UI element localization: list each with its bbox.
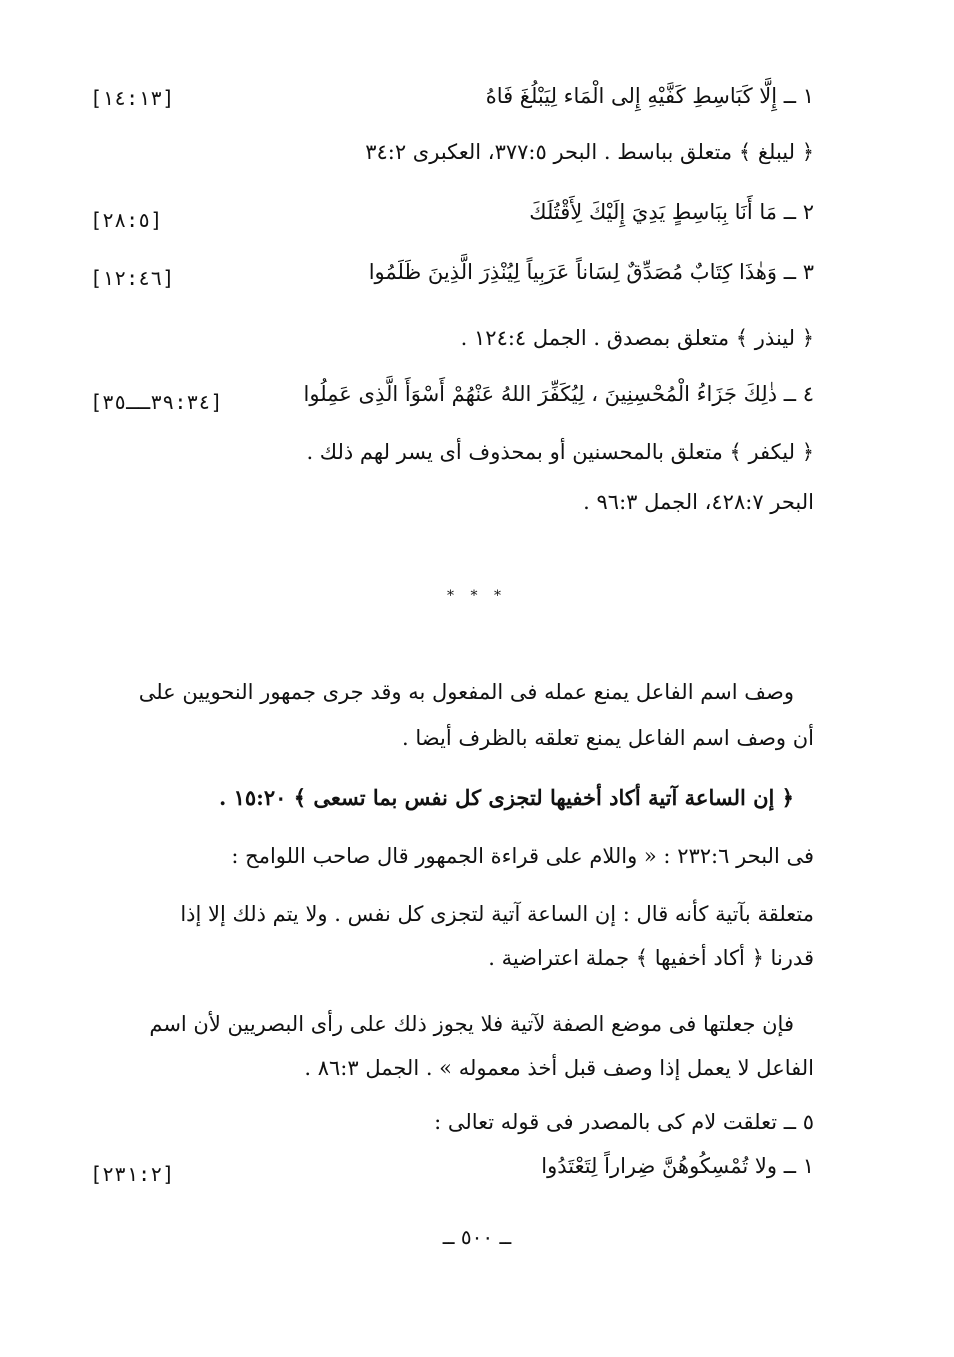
note-line-3: ﴿ ليكفر ﴾ متعلق بالمحسنين أو بمحذوف أى يسر لهم ذلك . <box>306 440 814 464</box>
quran-verse: ﴿ إن الساعة آتية أكاد أخفيها لتجزى كل نفس بما تسعى ﴾ ١٥:٢٠ . <box>218 785 794 810</box>
paragraph-2: فى البحر ٢٣٢:٦ : « واللام على قراءة الجمهور قال صاحب اللوامح : <box>231 844 814 868</box>
reference-4: [٣٩:٣٤ــ٣٥] <box>90 390 223 414</box>
paragraph-4-line-1: فإن جعلتها فى موضع الصفة لآتية فلا يجوز ذلك على رأى البصريين لأن اسم <box>149 1012 794 1036</box>
reference-2: [٢٨:٥] <box>90 208 163 232</box>
verse-line-3: ٣ ــ وَهٰذَا كِتَابٌ مُصَدِّقٌ لِسَاناً عَرَبِياً لِيُنْذِرَ الَّذِينَ ظَلَمُوا <box>368 260 814 284</box>
paragraph-4-line-2: الفاعل لا يعمل إذا وصف قبل أخذ معموله » . الجمل ٨٦:٣ . <box>304 1056 814 1080</box>
reference-3: [١٢:٤٦] <box>90 266 175 290</box>
note-line-2: ﴿ لينذر ﴾ متعلق بمصدق . الجمل ١٢٤:٤ . <box>460 326 814 350</box>
reference-1: [١٤:١٣] <box>90 86 175 110</box>
note-line-4: البحر ٤٢٨:٧، الجمل ٩٦:٣ . <box>583 490 814 514</box>
verse-line-5: ١ ــ ولا تُمْسِكُوهُنَّ ضِراراً لِتَعْتَدُوا <box>541 1154 814 1178</box>
verse-line-1: ١ ــ إِلَّا كَبَاسِطِ كَفَّيْهِ إِلى الْمَاء لِيَبْلُغَ فَاهُ <box>485 84 814 108</box>
verse-line-2: ٢ ــ مَا أَنَا بِبَاسِطٍ يَدِيَ إِلَيْكَ لِأَقْتُلَكَ <box>529 200 814 224</box>
reference-5: [٢٣١:٢] <box>90 1162 175 1186</box>
paragraph-1-line-2: أن وصف اسم الفاعل يمنع تعلقه بالظرف أيضا . <box>402 726 814 750</box>
paragraph-5: ٥ ــ تعلقت لام كى بالمصدر فى قوله تعالى : <box>434 1110 814 1134</box>
section-separator: * * * <box>447 588 507 604</box>
paragraph-3-line-1: متعلقة بآتية كأنه قال : إن الساعة آتية لتجزى كل نفس . ولا يتم ذلك إلا إذا <box>180 902 814 926</box>
note-line-1: ﴿ ليبلغ ﴾ متعلق بباسط . البحر ٣٧٧:٥، العكبرى ٣٤:٢ <box>365 140 814 164</box>
verse-line-4: ٤ ــ ذٰلِكَ جَزَاءُ الْمُحْسِنِينَ ، لِيُكَفِّرَ اللهُ عَنْهُمْ أَسْوَأَ الَّذِى عَمِلُوا <box>303 382 814 406</box>
page-number: ــ ٥٠٠ ــ <box>442 1225 512 1249</box>
paragraph-1-line-1: وصف اسم الفاعل يمنع عمله فى المفعول به وقد جرى جمهور النحويين على <box>138 680 794 704</box>
paragraph-3-line-2: قدرنا ﴿ أكاد أخفيها ﴾ جملة اعتراضية . <box>488 946 814 970</box>
